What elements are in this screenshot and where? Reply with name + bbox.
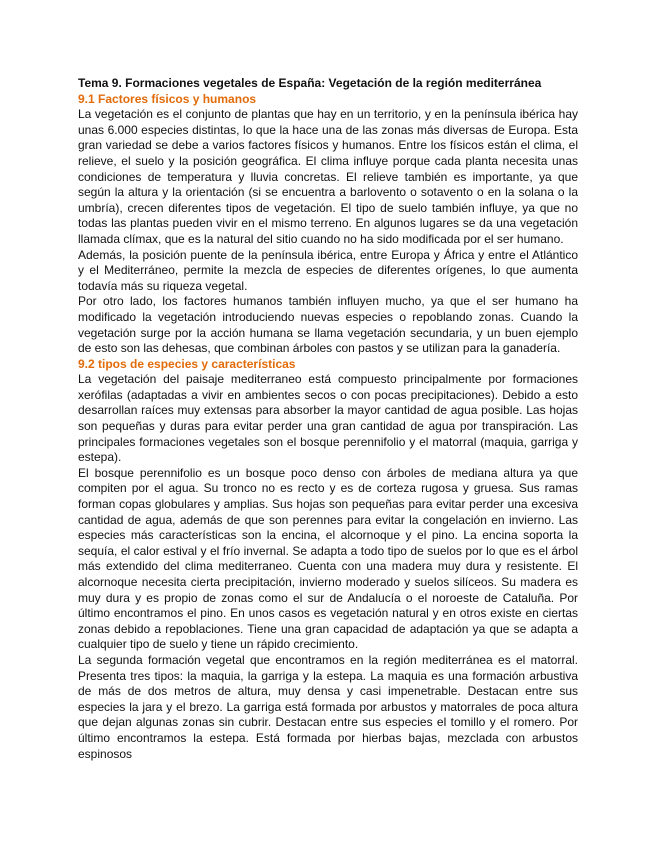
paragraph-posicion-puente: Además, la posición puente de la península ibérica, entre Europa y África y entre el Atlántico y el Mediterráneo, permite la mezcla de especies de diferentes orígenes, lo que aumenta todavía más su riqueza vegetal.	[78, 247, 578, 293]
document-page	[78, 76, 578, 762]
paragraph-paisaje-mediterraneo: La vegetación del paisaje mediterraneo está compuesto principalmente por formaciones xerófilas (adaptadas a vivir en ambientes secos o con pocas precipitaciones). Debido a esto desarrollan raíces muy extensas para absorber la mayor cantidad de agua posible. Las hojas son pequeñas y duras para evitar perder una gran cantidad de agua por transpiración. Las principales formaciones vegetales son el bosque perennifolio y el matorral (maquia, garriga y estepa).	[78, 372, 578, 465]
paragraph-matorral: La segunda formación vegetal que encontramos en la región mediterránea es el matorral. Presenta tres tipos: la maquia, la garriga y la estepa. La maquia es una formación arbustiva de más de dos metros de altura, muy densa y casi impenetrable. Destacan entre sus especies la jara y el brezo. La garriga está formada por arbustos y matorrales de poca altura que dejan algunas zonas sin cubrir. Destacan entre sus especies el tomillo y el romero. Por último encontramos la estepa. Está formada por hierbas bajas, mezclada con arbustos espinosos	[78, 652, 578, 761]
document-title: Tema 9. Formaciones vegetales de España: Vegetación de la región mediterránea	[78, 76, 542, 90]
paragraph-factores-humanos: Por otro lado, los factores humanos también influyen mucho, ya que el ser humano ha modificado la vegetación introduciendo nuevas especies o repoblando zonas. Cuando la vegetación surge por la acción humana se llama vegetación secundaria, y un buen ejemplo de esto son las dehesas, que combinan árboles con pastos y se utilizan para la ganadería.	[78, 294, 578, 356]
paragraph-bosque-perennifolio: El bosque perennifolio es un bosque poco denso con árboles de mediana altura ya que compiten por el agua. Su tronco no es recto y es de corteza rugosa y gruesa. Sus ramas forman copas globulares y amplias. Sus hojas son pequeñas para evitar perder una excesiva cantidad de agua, además de que son perennes para evitar la congelación en invierno. Las especies más características son la encina, el alcornoque y el pino. La encina soporta la sequía, el calor estival y el frío invernal. Se adapta a todo tipo de suelos por lo que es el árbol más extendido del clima mediterraneo. Cuenta con una madera muy dura y resistente. El alcornoque necesita cierta precipitación, invierno moderado y suelos silíceos. Su madera es muy dura y es propio de zonas como el sur de Andalucía o el noroeste de Cataluña. Por último encontramos el pino. En unos casos es vegetación natural y en otros existe en ciertas zonas debido a repoblaciones. Tiene una gran capacidad de adaptación ya que se adapta a cualquier tipo de suelo y tiene un rápido crecimiento.	[78, 465, 578, 652]
section-heading-especies: 9.2 tipos de especies y características	[78, 356, 296, 371]
section-heading-factores: 9.1 Factores físicos y humanos	[78, 91, 257, 106]
paragraph-vegetacion-definicion: La vegetación es el conjunto de plantas que hay en un territorio, y en la península ibérica hay unas 6.000 especies distintas, lo que la hace una de las zonas más diversas de Europa. Esta gran variedad se debe a varios factores físicos y humanos. Entre los físicos están el clima, el relieve, el suelo y la posición geográfica. El clima influye porque cada planta necesita unas condiciones de temperatura y lluvia concretas. El relieve también es importante, ya que según la altura y la orientación (si se encuentra a barlovento o sotavento o en la solana o la umbría), crecen diferentes tipos de vegetación. El tipo de suelo también influye, ya que no todas las plantas pueden vivir en el mismo terreno. En algunos lugares se da una vegetación llamada clímax, que es la natural del sitio cuando no ha sido modificada por el ser humano.	[78, 107, 578, 246]
